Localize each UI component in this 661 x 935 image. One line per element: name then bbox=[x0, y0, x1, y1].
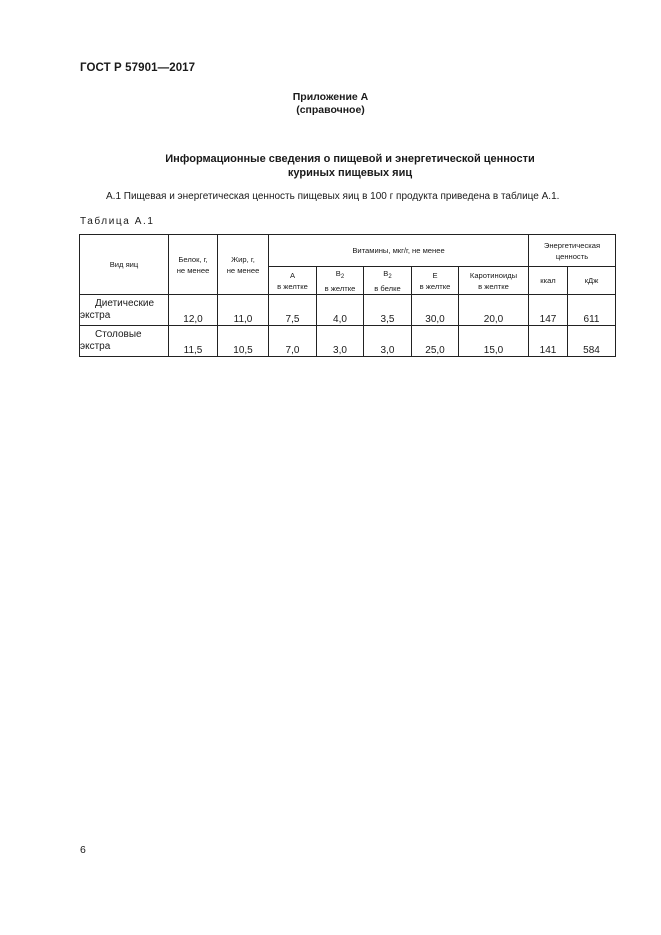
intro-paragraph: А.1 Пищевая и энергетическая ценность пищевых яиц в 100 г продукта приведена в таблице А.1. bbox=[106, 191, 560, 202]
page-number: 6 bbox=[80, 844, 86, 856]
header-carotenoids-line-1: Каротиноиды bbox=[469, 270, 518, 280]
kj-cell: 584 bbox=[568, 326, 616, 357]
header-vitamin-b2-white bbox=[364, 267, 412, 295]
section-title bbox=[0, 152, 661, 180]
header-protein bbox=[169, 235, 218, 295]
header-carotenoids bbox=[459, 267, 529, 295]
header-vitamin-b2-yolk-line-1 bbox=[317, 268, 363, 283]
appendix-heading bbox=[0, 91, 661, 117]
b2-yolk-subscript: 2 bbox=[340, 273, 345, 280]
table-caption: Таблица А.1 bbox=[80, 216, 155, 227]
egg-type-line-1: Столовые bbox=[95, 329, 142, 340]
appendix-title: Приложение А bbox=[292, 91, 369, 103]
table-row bbox=[80, 326, 616, 357]
b2-white-letter: В bbox=[383, 268, 389, 278]
fat-cell: 11,0 bbox=[218, 295, 269, 326]
vitamin-b2-yolk-cell: 4,0 bbox=[317, 295, 364, 326]
vitamin-e-cell: 30,0 bbox=[412, 295, 459, 326]
header-vitamin-b2-yolk bbox=[317, 267, 364, 295]
fat-cell: 10,5 bbox=[218, 326, 269, 357]
kj-cell: 611 bbox=[568, 295, 616, 326]
appendix-subtitle: (справочное) bbox=[296, 104, 365, 116]
header-protein-line-1: Белок, г, bbox=[178, 254, 208, 264]
egg-type-cell bbox=[80, 326, 169, 357]
table-row bbox=[80, 295, 616, 326]
header-vitamin-a-line-2: в желтке bbox=[277, 281, 308, 291]
kcal-cell: 141 bbox=[529, 326, 568, 357]
vitamin-b2-white-cell: 3,0 bbox=[364, 326, 412, 357]
b2-white-subscript: 2 bbox=[388, 273, 392, 280]
header-energy-line-1: Энергетическая bbox=[543, 240, 601, 250]
vitamin-b2-white-cell: 3,5 bbox=[364, 295, 412, 326]
carotenoids-cell: 15,0 bbox=[459, 326, 529, 357]
header-energy-line-2: ценность bbox=[555, 251, 589, 261]
vitamin-b2-yolk-cell: 3,0 bbox=[317, 326, 364, 357]
header-kcal: ккал bbox=[529, 267, 568, 295]
nutrition-table bbox=[79, 234, 616, 357]
header-vitamin-b2-white-line-2: в белке bbox=[374, 283, 401, 293]
kcal-cell: 147 bbox=[529, 295, 568, 326]
header-energy bbox=[529, 235, 616, 267]
header-egg-type: Вид яиц bbox=[80, 235, 169, 295]
header-vitamin-b2-white-line-1 bbox=[364, 268, 411, 283]
header-vitamin-e-line-2: в желтке bbox=[419, 281, 451, 291]
egg-type-cell bbox=[80, 295, 169, 326]
vitamin-a-cell: 7,5 bbox=[269, 295, 317, 326]
header-vitamin-b2-yolk-line-2: в желтке bbox=[324, 283, 356, 293]
egg-type-line-2: экстра bbox=[80, 341, 111, 352]
header-vitamin-e bbox=[412, 267, 459, 295]
vitamin-a-cell: 7,0 bbox=[269, 326, 317, 357]
header-fat-line-1: Жир, г, bbox=[231, 254, 255, 264]
section-title-line-2: куриных пищевых яиц bbox=[287, 167, 413, 179]
egg-type-line-1: Диетические bbox=[95, 298, 155, 309]
protein-cell: 12,0 bbox=[169, 295, 218, 326]
protein-cell: 11,5 bbox=[169, 326, 218, 357]
b2-yolk-letter: В bbox=[335, 268, 341, 278]
header-vitamins: Витамины, мкг/г, не менее bbox=[269, 235, 529, 267]
section-title-line-1: Информационные сведения о пищевой и энергетической ценности bbox=[165, 153, 535, 165]
carotenoids-cell: 20,0 bbox=[459, 295, 529, 326]
vitamin-e-cell: 25,0 bbox=[412, 326, 459, 357]
header-carotenoids-line-2: в желтке bbox=[478, 281, 509, 291]
header-fat bbox=[218, 235, 269, 295]
header-vitamin-a-line-1: А bbox=[289, 270, 296, 280]
header-kj: кДж bbox=[568, 267, 616, 295]
egg-type-line-2: экстра bbox=[80, 310, 111, 321]
header-vitamin-e-line-1: Е bbox=[432, 270, 438, 280]
header-vitamin-a bbox=[269, 267, 317, 295]
header-protein-line-2: не менее bbox=[176, 265, 210, 275]
document-standard-header: ГОСТ Р 57901—2017 bbox=[80, 62, 196, 74]
header-fat-line-2: не менее bbox=[226, 265, 260, 275]
